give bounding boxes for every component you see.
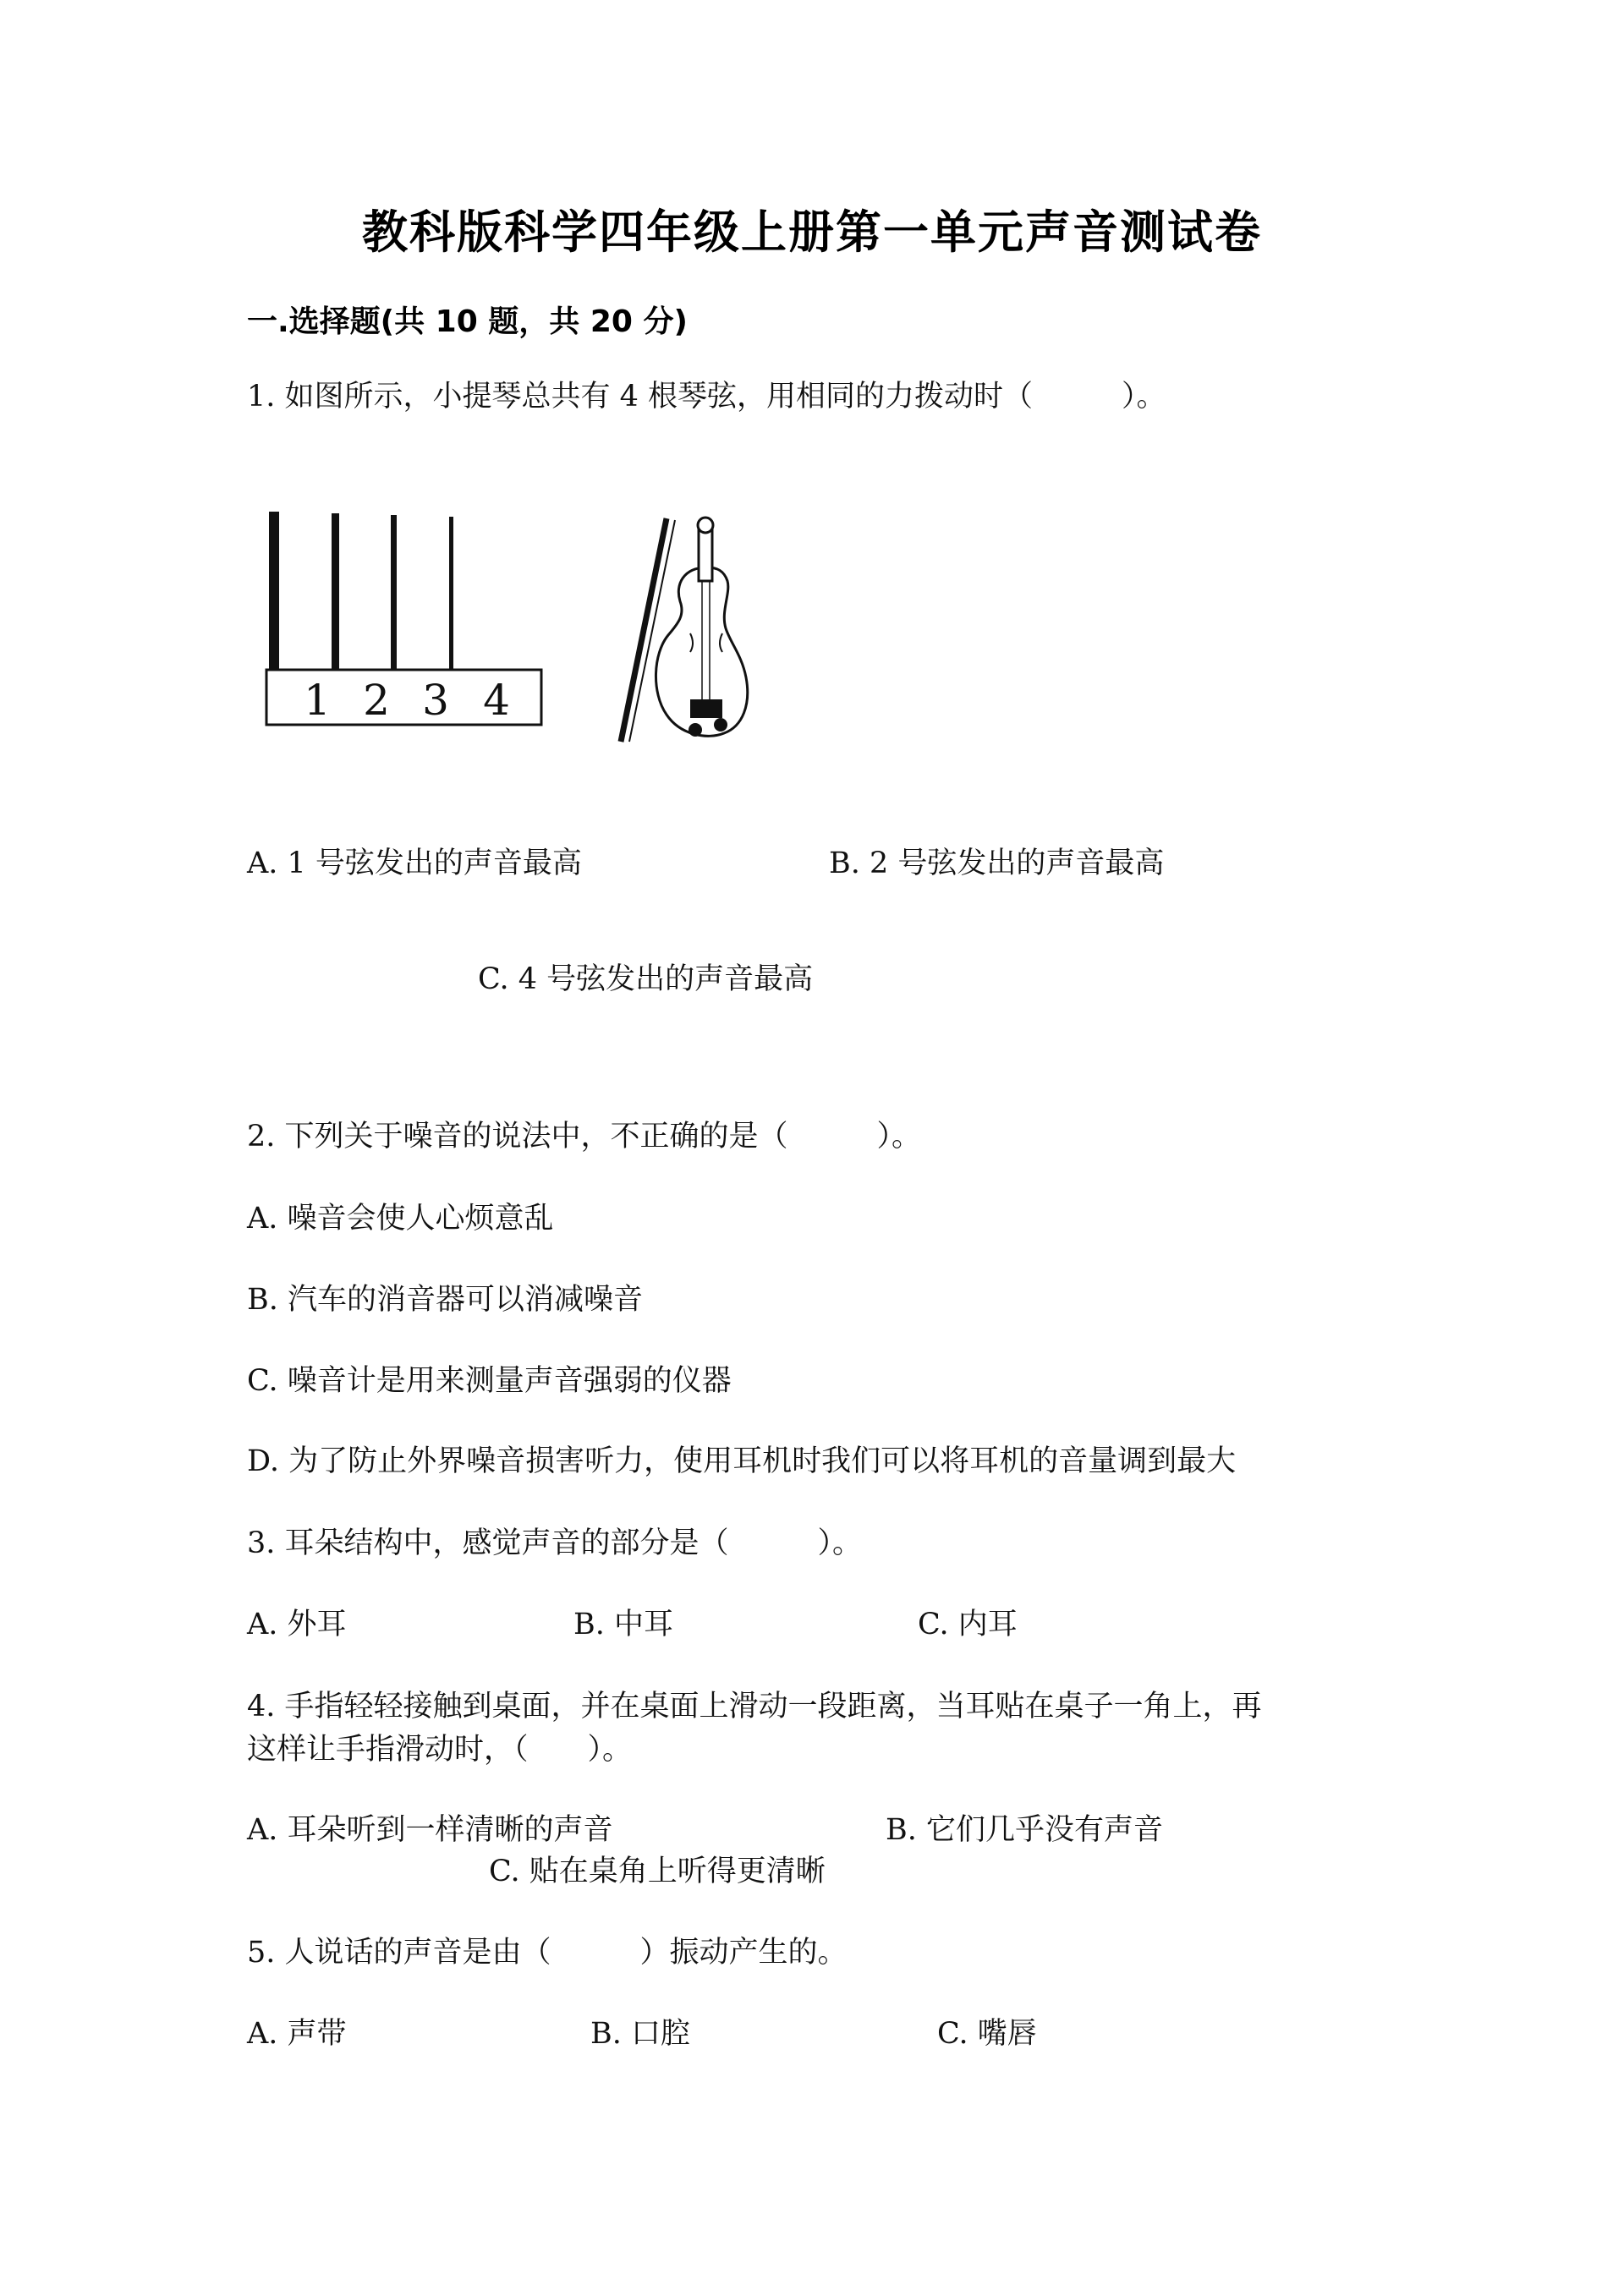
- page-title: 教科版科学四年级上册第一单元声音测试卷: [362, 205, 1262, 259]
- q1-option-b[interactable]: B. 2 号弦发出的声音最高: [829, 847, 1165, 880]
- question-1-stem: 1. 如图所示，小提琴总共有 4 根琴弦，用相同的力拨动时（ ）。: [247, 380, 1166, 414]
- section-heading: 一.选择题(共 10 题，共 20 分): [247, 304, 688, 339]
- question-4-stem-line-1: 4. 手指轻轻接触到桌面，并在桌面上滑动一段距离，当耳贴在桌子一角上，再: [247, 1690, 1262, 1723]
- q4-option-a[interactable]: A. 耳朵听到一样清晰的声音: [247, 1813, 613, 1847]
- string-label-1: 1: [304, 676, 331, 725]
- q3-option-a[interactable]: A. 外耳: [247, 1608, 347, 1641]
- string-3: [391, 515, 397, 670]
- question-2-stem: 2. 下列关于噪音的说法中，不正确的是（ ）。: [247, 1120, 922, 1153]
- question-3-stem: 3. 耳朵结构中，感觉声音的部分是（ ）。: [247, 1526, 863, 1560]
- violin-strings-diagram: [264, 507, 551, 736]
- q2-option-a[interactable]: A. 噪音会使人心烦意乱: [247, 1202, 554, 1236]
- q4-option-b[interactable]: B. 它们几乎没有声音: [886, 1813, 1163, 1847]
- q2-option-d[interactable]: D. 为了防止外界噪音损害听力，使用耳机时我们可以将耳机的音量调到最大: [247, 1444, 1237, 1478]
- q3-option-b[interactable]: B. 中耳: [573, 1608, 673, 1641]
- string-label-4: 4: [483, 676, 510, 725]
- q5-option-b[interactable]: B. 口腔: [590, 2017, 690, 2051]
- q1-option-a[interactable]: A. 1 号弦发出的声音最高: [247, 847, 582, 880]
- string-1: [269, 512, 279, 670]
- q3-option-c[interactable]: C. 内耳: [918, 1608, 1018, 1641]
- question-4-stem-line-2: 这样让手指滑动时，（ ）。: [247, 1733, 633, 1767]
- string-label-2: 2: [363, 676, 390, 725]
- q2-option-c[interactable]: C. 噪音计是用来测量声音强弱的仪器: [247, 1364, 732, 1398]
- string-label-3: 3: [422, 676, 449, 725]
- q2-option-b[interactable]: B. 汽车的消音器可以消减噪音: [247, 1283, 643, 1317]
- question-5-stem: 5. 人说话的声音是由（ ）振动产生的。: [247, 1936, 848, 1970]
- string-4: [449, 517, 453, 670]
- q5-option-c[interactable]: C. 嘴唇: [937, 2017, 1037, 2051]
- q1-option-c[interactable]: C. 4 号弦发出的声音最高: [478, 962, 814, 996]
- q4-option-c[interactable]: C. 贴在桌角上听得更清晰: [489, 1855, 826, 1888]
- violin-icon: [609, 512, 753, 757]
- q5-option-a[interactable]: A. 声带: [247, 2017, 347, 2051]
- string-2: [332, 513, 339, 670]
